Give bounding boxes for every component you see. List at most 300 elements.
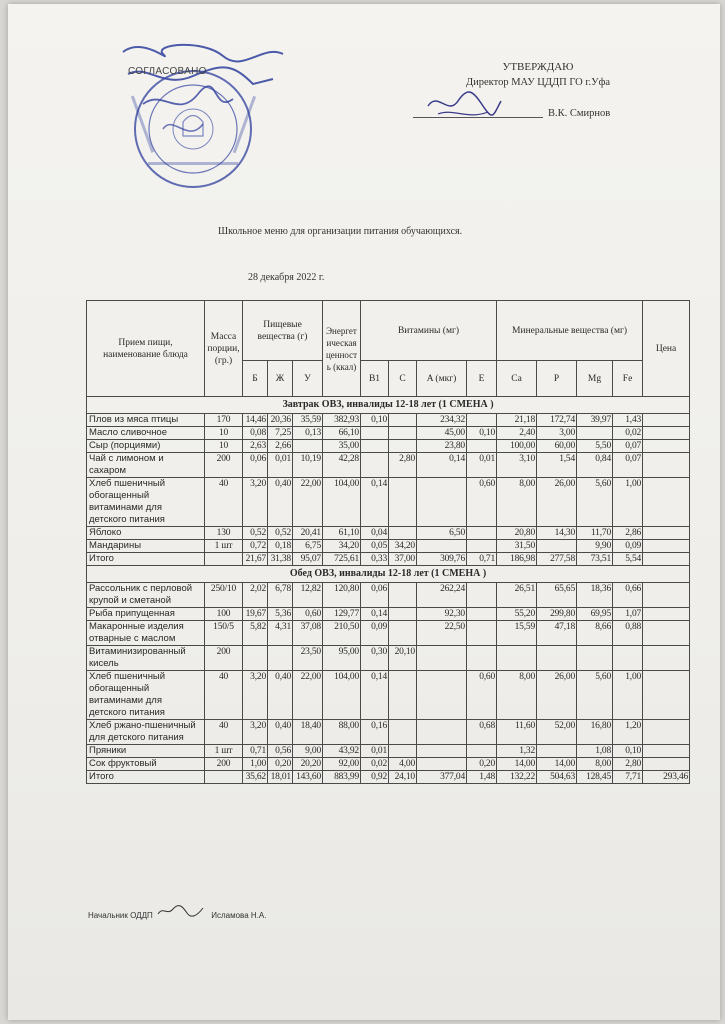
value-cell: 293,46 [643,771,690,784]
menu-table [86,300,690,784]
value-cell [643,608,690,621]
value-cell: 0,40 [268,720,293,745]
value-cell: 20,80 [497,527,537,540]
value-cell [467,583,497,608]
value-cell: 120,80 [323,583,361,608]
value-cell: 14,00 [537,758,577,771]
value-cell: 18,36 [577,583,613,608]
value-cell: 40 [205,720,243,745]
value-cell: 200 [205,646,243,671]
value-cell: 23,50 [293,646,323,671]
value-cell: 0,60 [293,608,323,621]
value-cell: 14,46 [243,414,268,427]
value-cell: 92,00 [323,758,361,771]
value-cell [643,553,690,566]
agreed-label: СОГЛАСОВАНО [128,66,207,77]
value-cell: 128,45 [577,771,613,784]
value-cell: 6,75 [293,540,323,553]
value-cell: 129,77 [323,608,361,621]
value-cell: 0,16 [361,720,389,745]
value-cell [577,646,613,671]
header-energy: Энергетическая ценность (ккал) [323,301,361,397]
value-cell: 0,52 [243,527,268,540]
value-cell [467,745,497,758]
value-cell: 37,08 [293,621,323,646]
value-cell: 2,02 [243,583,268,608]
value-cell [205,553,243,566]
value-cell: 0,02 [613,427,643,440]
value-cell: 18,01 [268,771,293,784]
value-cell: 40 [205,671,243,720]
header-vit-e: E [467,361,497,397]
value-cell: 0,01 [467,453,497,478]
value-cell: 1,43 [613,414,643,427]
value-cell: 0,56 [268,745,293,758]
value-cell [537,646,577,671]
value-cell: 39,97 [577,414,613,427]
section-title: Завтрак ОВЗ, инвалиды 12-18 лет (1 СМЕНА ) [87,397,690,414]
value-cell: 9,00 [293,745,323,758]
value-cell: 0,14 [361,478,389,527]
table-row [87,414,690,427]
value-cell [417,745,467,758]
value-cell: 0,14 [361,608,389,621]
value-cell: 0,71 [467,553,497,566]
table-row [87,720,690,745]
value-cell: 12,82 [293,583,323,608]
value-cell: 250/10 [205,583,243,608]
value-cell: 0,72 [243,540,268,553]
value-cell: 725,61 [323,553,361,566]
value-cell: 1 шт [205,540,243,553]
value-cell: 883,99 [323,771,361,784]
value-cell: 20,10 [389,646,417,671]
value-cell: 0,14 [361,671,389,720]
value-cell: 5,82 [243,621,268,646]
value-cell: 43,92 [323,745,361,758]
value-cell: 4,31 [268,621,293,646]
value-cell: 150/5 [205,621,243,646]
value-cell: 22,50 [417,621,467,646]
value-cell [389,414,417,427]
value-cell: 309,76 [417,553,467,566]
value-cell: 262,24 [417,583,467,608]
value-cell [389,527,417,540]
value-cell: 20,36 [268,414,293,427]
value-cell: 24,10 [389,771,417,784]
footer-name: Исламова Н.А. [211,911,267,920]
approval-title: УТВЕРЖДАЮ [502,61,574,73]
value-cell: 5,36 [268,608,293,621]
value-cell: 60,00 [537,440,577,453]
dish-name-cell: Хлеб ржано-пшеничный для детского питания [87,720,205,745]
value-cell: 23,80 [417,440,467,453]
value-cell: 20,20 [293,758,323,771]
value-cell: 47,18 [537,621,577,646]
section-header-row [87,566,690,583]
value-cell [537,540,577,553]
dish-name-cell: Яблоко [87,527,205,540]
value-cell: 0,84 [577,453,613,478]
value-cell [643,527,690,540]
value-cell [643,671,690,720]
value-cell: 1,00 [243,758,268,771]
value-cell: 299,80 [537,608,577,621]
value-cell: 1,07 [613,608,643,621]
value-cell: 0,52 [268,527,293,540]
value-cell: 0,92 [361,771,389,784]
value-cell: 0,40 [268,671,293,720]
value-cell: 234,32 [417,414,467,427]
value-cell [643,758,690,771]
value-cell [643,540,690,553]
value-cell: 5,50 [577,440,613,453]
value-cell: 100 [205,608,243,621]
value-cell: 6,50 [417,527,467,540]
dish-name-cell: Мандарины [87,540,205,553]
header-mg: Mg [577,361,613,397]
approval-position: Директор МАУ ЦДДП ГО г.Уфа [465,77,611,88]
value-cell: 73,51 [577,553,613,566]
value-cell: 8,00 [497,671,537,720]
dish-name-cell: Макаронные изделия отварные с маслом [87,621,205,646]
table-row [87,427,690,440]
value-cell [389,583,417,608]
value-cell [643,478,690,527]
table-row [87,758,690,771]
dish-name-cell: Хлеб пшеничный обогащенный витаминами для детского питания [87,671,205,720]
value-cell: 0,08 [243,427,268,440]
value-cell: 186,98 [497,553,537,566]
table-row [87,646,690,671]
value-cell: 21,67 [243,553,268,566]
dish-name-cell: Итого [87,771,205,784]
value-cell: 55,20 [497,608,537,621]
header-vit-a: A (мкг) [417,361,467,397]
header-vit-c: C [389,361,417,397]
value-cell: 10 [205,440,243,453]
value-cell: 170 [205,414,243,427]
dish-name-cell: Чай с лимоном и сахаром [87,453,205,478]
value-cell: 34,20 [389,540,417,553]
value-cell: 16,80 [577,720,613,745]
value-cell [389,608,417,621]
value-cell: 0,60 [467,671,497,720]
value-cell: 35,59 [293,414,323,427]
value-cell: 31,50 [497,540,537,553]
value-cell: 0,71 [243,745,268,758]
value-cell: 0,01 [361,745,389,758]
value-cell: 14,30 [537,527,577,540]
value-cell: 0,07 [613,453,643,478]
table-row [87,621,690,646]
dish-name-cell: Пряники [87,745,205,758]
value-cell: 66,10 [323,427,361,440]
value-cell: 1,00 [613,478,643,527]
value-cell: 26,51 [497,583,537,608]
header-vitamins: Витамины (мг) [361,301,497,361]
value-cell [613,646,643,671]
value-cell: 2,80 [389,453,417,478]
value-cell: 92,30 [417,608,467,621]
value-cell: 8,66 [577,621,613,646]
value-cell: 3,20 [243,478,268,527]
value-cell: 1,48 [467,771,497,784]
value-cell: 377,04 [417,771,467,784]
value-cell: 132,22 [497,771,537,784]
header-vit-b1: B1 [361,361,389,397]
total-row [87,771,690,784]
value-cell: 26,00 [537,671,577,720]
value-cell: 5,60 [577,478,613,527]
value-cell: 2,40 [497,427,537,440]
value-cell: 277,58 [537,553,577,566]
header-fat: Ж [268,361,293,397]
value-cell: 7,71 [613,771,643,784]
value-cell: 15,59 [497,621,537,646]
value-cell [577,427,613,440]
value-cell: 26,00 [537,478,577,527]
value-cell: 21,18 [497,414,537,427]
value-cell: 100,00 [497,440,537,453]
value-cell: 0,20 [467,758,497,771]
footer-position: Начальник ОДДП [88,911,153,920]
document-date: 28 декабря 2022 г. [248,272,325,283]
value-cell: 1,54 [537,453,577,478]
value-cell: 172,74 [537,414,577,427]
value-cell: 18,40 [293,720,323,745]
header-meal: Прием пищи, наименование блюда [87,301,205,397]
value-cell: 0,88 [613,621,643,646]
value-cell: 11,70 [577,527,613,540]
value-cell [293,440,323,453]
table-row [87,453,690,478]
value-cell [467,621,497,646]
dish-name-cell: Витаминизированный кисель [87,646,205,671]
value-cell: 143,60 [293,771,323,784]
value-cell: 95,00 [323,646,361,671]
value-cell: 34,20 [323,540,361,553]
value-cell [467,527,497,540]
value-cell [643,621,690,646]
value-cell [497,646,537,671]
value-cell [389,440,417,453]
value-cell: 200 [205,453,243,478]
value-cell: 0,40 [268,478,293,527]
footer-signature [155,904,207,918]
value-cell [643,414,690,427]
value-cell: 22,00 [293,478,323,527]
section-title: Обед ОВЗ, инвалиды 12-18 лет (1 СМЕНА ) [87,566,690,583]
document-page [8,4,720,1020]
value-cell [643,583,690,608]
value-cell: 130 [205,527,243,540]
header-mass: Масса порции, (гр.) [205,301,243,397]
value-cell: 0,18 [268,540,293,553]
value-cell: 2,66 [268,440,293,453]
value-cell: 0,30 [361,646,389,671]
value-cell [417,540,467,553]
header-p: P [537,361,577,397]
dish-name-cell: Рыба припущенная [87,608,205,621]
value-cell: 1,08 [577,745,613,758]
value-cell: 1,32 [497,745,537,758]
value-cell: 0,66 [613,583,643,608]
value-cell: 88,00 [323,720,361,745]
value-cell: 0,06 [361,583,389,608]
value-cell: 2,63 [243,440,268,453]
value-cell: 382,93 [323,414,361,427]
document-title: Школьное меню для организации питания обучающихся. [218,226,463,237]
value-cell [389,427,417,440]
value-cell: 0,09 [613,540,643,553]
value-cell: 69,95 [577,608,613,621]
table-row [87,440,690,453]
value-cell [417,646,467,671]
value-cell [467,608,497,621]
table-row [87,745,690,758]
header-price: Цена [643,301,690,397]
value-cell: 14,00 [497,758,537,771]
value-cell [537,745,577,758]
value-cell: 7,25 [268,427,293,440]
value-cell: 10 [205,427,243,440]
value-cell: 8,00 [577,758,613,771]
value-cell: 3,10 [497,453,537,478]
value-cell: 45,00 [417,427,467,440]
dish-name-cell: Масло сливочное [87,427,205,440]
value-cell: 52,00 [537,720,577,745]
value-cell: 8,00 [497,478,537,527]
dish-name-cell: Сок фруктовый [87,758,205,771]
value-cell: 3,00 [537,427,577,440]
value-cell: 0,04 [361,527,389,540]
value-cell [643,427,690,440]
value-cell: 0,10 [467,427,497,440]
value-cell: 2,80 [613,758,643,771]
value-cell: 61,10 [323,527,361,540]
footer [88,904,266,920]
value-cell [389,621,417,646]
value-cell [361,453,389,478]
value-cell: 3,20 [243,671,268,720]
dish-name-cell: Рассольник с перловой крупой и сметаной [87,583,205,608]
value-cell: 504,63 [537,771,577,784]
value-cell: 0,14 [417,453,467,478]
value-cell: 0,20 [268,758,293,771]
value-cell [467,414,497,427]
value-cell [417,720,467,745]
official-stamp-seal [103,34,303,194]
value-cell: 0,09 [361,621,389,646]
dish-name-cell: Сыр (порциями) [87,440,205,453]
value-cell [467,440,497,453]
value-cell: 0,06 [243,453,268,478]
value-cell [361,427,389,440]
value-cell: 0,02 [361,758,389,771]
dish-name-cell: Плов из мяса птицы [87,414,205,427]
value-cell: 35,62 [243,771,268,784]
value-cell: 200 [205,758,243,771]
value-cell: 22,00 [293,671,323,720]
value-cell: 0,10 [613,745,643,758]
section-header-row [87,397,690,414]
value-cell: 5,60 [577,671,613,720]
header-ca: Ca [497,361,537,397]
value-cell [243,646,268,671]
value-cell [389,720,417,745]
value-cell: 20,41 [293,527,323,540]
header-minerals: Минеральные вещества (мг) [497,301,643,361]
value-cell [643,440,690,453]
value-cell [643,745,690,758]
value-cell: 1,20 [613,720,643,745]
menu-body [87,397,690,784]
value-cell [467,540,497,553]
table-row [87,540,690,553]
director-signature [423,86,503,126]
value-cell: 95,07 [293,553,323,566]
signature-line [413,117,543,118]
value-cell: 0,01 [268,453,293,478]
header-carbs: У [293,361,323,397]
value-cell: 0,68 [467,720,497,745]
value-cell: 65,65 [537,583,577,608]
table-row [87,608,690,621]
value-cell: 11,60 [497,720,537,745]
value-cell [361,440,389,453]
table-row [87,671,690,720]
value-cell: 0,05 [361,540,389,553]
value-cell: 42,28 [323,453,361,478]
value-cell [417,478,467,527]
value-cell: 3,20 [243,720,268,745]
value-cell: 4,00 [389,758,417,771]
value-cell: 0,13 [293,427,323,440]
header-fe: Fe [613,361,643,397]
value-cell: 37,00 [389,553,417,566]
value-cell [389,671,417,720]
value-cell: 104,00 [323,478,361,527]
dish-name-cell: Хлеб пшеничный обогащенный витаминами для детского питания [87,478,205,527]
header-nutrients: Пищевые вещества (г) [243,301,323,361]
value-cell: 19,67 [243,608,268,621]
value-cell: 10,19 [293,453,323,478]
value-cell [417,758,467,771]
table-row [87,478,690,527]
value-cell: 0,10 [361,414,389,427]
header-protein: Б [243,361,268,397]
value-cell: 104,00 [323,671,361,720]
value-cell [205,771,243,784]
value-cell: 40 [205,478,243,527]
value-cell [389,745,417,758]
value-cell [389,478,417,527]
table-row [87,583,690,608]
value-cell: 31,38 [268,553,293,566]
value-cell: 1 шт [205,745,243,758]
value-cell: 9,90 [577,540,613,553]
value-cell [643,646,690,671]
value-cell: 6,78 [268,583,293,608]
value-cell: 35,00 [323,440,361,453]
value-cell [643,720,690,745]
value-cell: 2,86 [613,527,643,540]
value-cell [467,646,497,671]
dish-name-cell: Итого [87,553,205,566]
director-name: В.К. Смирнов [548,108,611,119]
value-cell [268,646,293,671]
